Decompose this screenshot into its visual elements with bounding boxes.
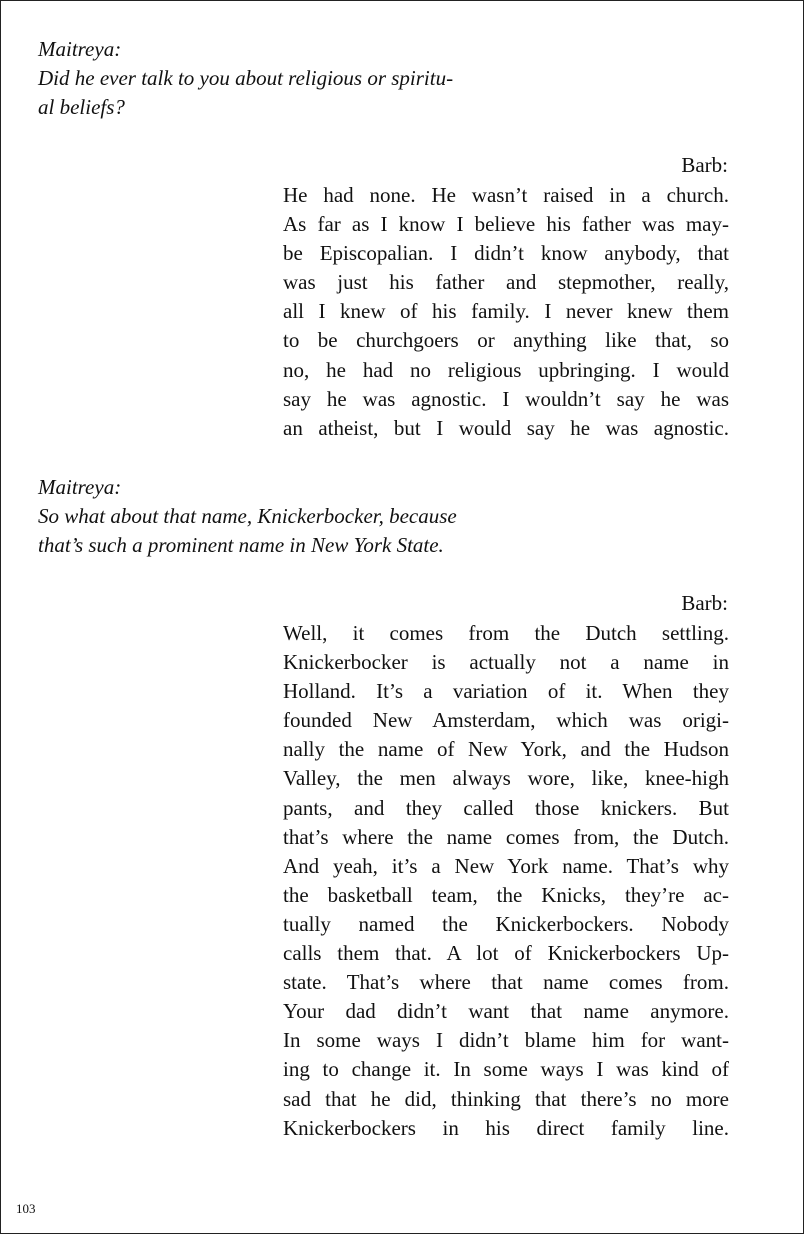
answer-text-line: calls them that. A lot of Knickerbockers Up-: [283, 941, 729, 966]
answer-text-line: Knickerbocker is actually not a name in: [283, 650, 729, 675]
answer-text-line: Well, it comes from the Dutch settling.: [283, 621, 729, 645]
answer-speaker: Barb:: [681, 591, 728, 615]
answer-text-line: be Episcopalian. I didn’t know anybody, that: [283, 241, 729, 266]
question-text-line: So what about that name, Knickerbocker, because: [38, 504, 457, 528]
answer-text-line: And yeah, it’s a New York name. That’s why: [283, 853, 729, 878]
answer-text-line: Knickerbockers in his direct family line.: [283, 1115, 729, 1140]
answer-block-1: [283, 181, 729, 443]
answer-text-line: state. That’s where that name comes from.: [283, 970, 729, 995]
answer-text-line: ing to change it. In some ways I was kind of: [283, 1057, 729, 1082]
answer-text-line: all I knew of his family. I never knew them: [283, 299, 729, 324]
answer-text-line: was just his father and stepmother, really,: [283, 270, 729, 295]
question-speaker: Maitreya:: [38, 475, 122, 499]
answer-text-line: the basketball team, the Knicks, they’re ac-: [283, 882, 729, 907]
answer-text-line: founded New Amsterdam, which was origi-: [283, 708, 729, 733]
answer-text-line: He had none. He wasn’t raised in a church.: [283, 183, 729, 207]
answer-text-line: an atheist, but I would say he was agnostic.: [283, 415, 729, 440]
answer-text-line: Valley, the men always wore, like, knee-high: [283, 766, 729, 791]
question-text-line: Did he ever talk to you about religious or spiritu-: [38, 66, 454, 90]
answer-block-2: [283, 619, 729, 1143]
answer-text-line: Your dad didn’t want that name anymore.: [283, 999, 729, 1024]
answer-text-line: Holland. It’s a variation of it. When they: [283, 679, 729, 704]
answer-text-line: sad that he did, thinking that there’s no more: [283, 1086, 729, 1111]
question-block-1: [38, 35, 528, 122]
answer-speaker: Barb:: [681, 153, 728, 177]
answer-text-line: As far as I know I believe his father was may-: [283, 212, 729, 237]
answer-text-line: tually named the Knickerbockers. Nobody: [283, 911, 729, 936]
question-speaker: Maitreya:: [38, 37, 122, 61]
page-number: 103: [16, 1201, 36, 1216]
answer-text-line: to be churchgoers or anything like that, so: [283, 328, 729, 353]
answer-text-line: that’s where the name comes from, the Dutch.: [283, 824, 729, 849]
answer-text-line: say he was agnostic. I wouldn’t say he was: [283, 386, 729, 411]
answer-text-line: nally the name of New York, and the Hudson: [283, 737, 729, 762]
answer-text-line: pants, and they called those knickers. But: [283, 795, 729, 820]
question-text-line: that’s such a prominent name in New York State.: [38, 533, 444, 557]
question-text-line: al beliefs?: [38, 95, 125, 119]
answer-text-line: In some ways I didn’t blame him for want-: [283, 1028, 729, 1053]
answer-text-line: no, he had no religious upbringing. I would: [283, 357, 729, 382]
question-block-2: [38, 473, 538, 560]
